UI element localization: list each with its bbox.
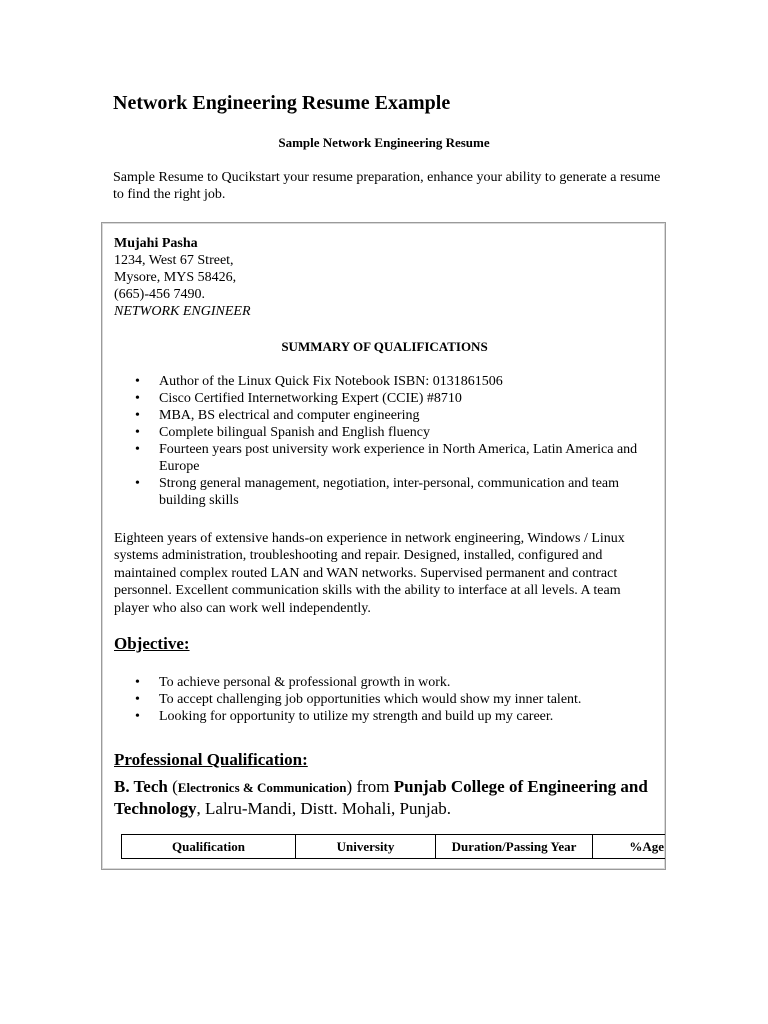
- contact-phone: (665)-456 7490.: [114, 287, 205, 302]
- contact-city: Mysore, MYS 58426,: [114, 270, 237, 285]
- list-item: • MBA, BS electrical and computer engineering: [114, 407, 654, 424]
- objectives-list: [114, 674, 654, 725]
- page-title: Network Engineering Resume Example: [113, 92, 451, 114]
- objective-heading: Objective:: [114, 634, 190, 653]
- contact-street: 1234, West 67 Street,: [114, 253, 234, 268]
- table-header-row: [122, 835, 667, 859]
- list-item: • Author of the Linux Quick Fix Notebook ISBN: 0131861506: [114, 373, 654, 390]
- degree-location: , Lalru-Mandi, Distt. Mohali, Punjab.: [196, 799, 452, 818]
- professional-qualification-heading: Professional Qualification:: [114, 750, 308, 769]
- degree-name: B. Tech: [114, 777, 168, 796]
- list-item: • To achieve personal & professional growth in work.: [114, 674, 654, 691]
- list-item: • Fourteen years post university work experience in North America, Latin America and Europe: [114, 441, 654, 475]
- degree-line: [114, 776, 659, 819]
- resume-box: [101, 222, 666, 870]
- table-header: Qualification: [122, 835, 296, 859]
- contact-name: Mujahi Pasha: [114, 236, 198, 251]
- table-header: %Age: [593, 835, 667, 859]
- summary-heading: SUMMARY OF QUALIFICATIONS: [281, 339, 488, 354]
- list-item: • Complete bilingual Spanish and English fluency: [114, 424, 654, 441]
- degree-from: ) from: [346, 777, 394, 796]
- table-header: Duration/Passing Year: [436, 835, 593, 859]
- degree-open-paren: (: [167, 777, 178, 796]
- page-subtitle: Sample Network Engineering Resume: [278, 135, 490, 150]
- list-item: • Strong general management, negotiation, inter-personal, communication and team building skills: [114, 475, 654, 509]
- qualifications-list: [114, 373, 654, 509]
- contact-role: NETWORK ENGINEER: [114, 304, 251, 319]
- degree-college: Punjab College of Engineering and Technology: [114, 777, 648, 818]
- list-item: • To accept challenging job opportunities which would show my inner talent.: [114, 691, 654, 708]
- degree-branch: Electronics & Communication: [177, 780, 347, 795]
- list-item: • Looking for opportunity to utilize my strength and build up my career.: [114, 708, 654, 725]
- contact-block: [114, 235, 251, 320]
- intro-paragraph: Sample Resume to Qucikstart your resume preparation, enhance your ability to generate a resume to find the right job.: [113, 170, 661, 202]
- qualification-table: [121, 834, 666, 859]
- list-item: • Cisco Certified Internetworking Expert (CCIE) #8710: [114, 390, 654, 407]
- summary-paragraph: Eighteen years of extensive hands-on experience in network engineering, Windows / Linux systems administration, troubleshooting and repair. Designed, installed, configured and maintained complex routed LAN and WAN networks. Supervised permanent and contract personnel. Excellent communication skills with the ability to interface at all levels. A team player who also can work well independently.: [114, 531, 625, 616]
- table-header: University: [296, 835, 436, 859]
